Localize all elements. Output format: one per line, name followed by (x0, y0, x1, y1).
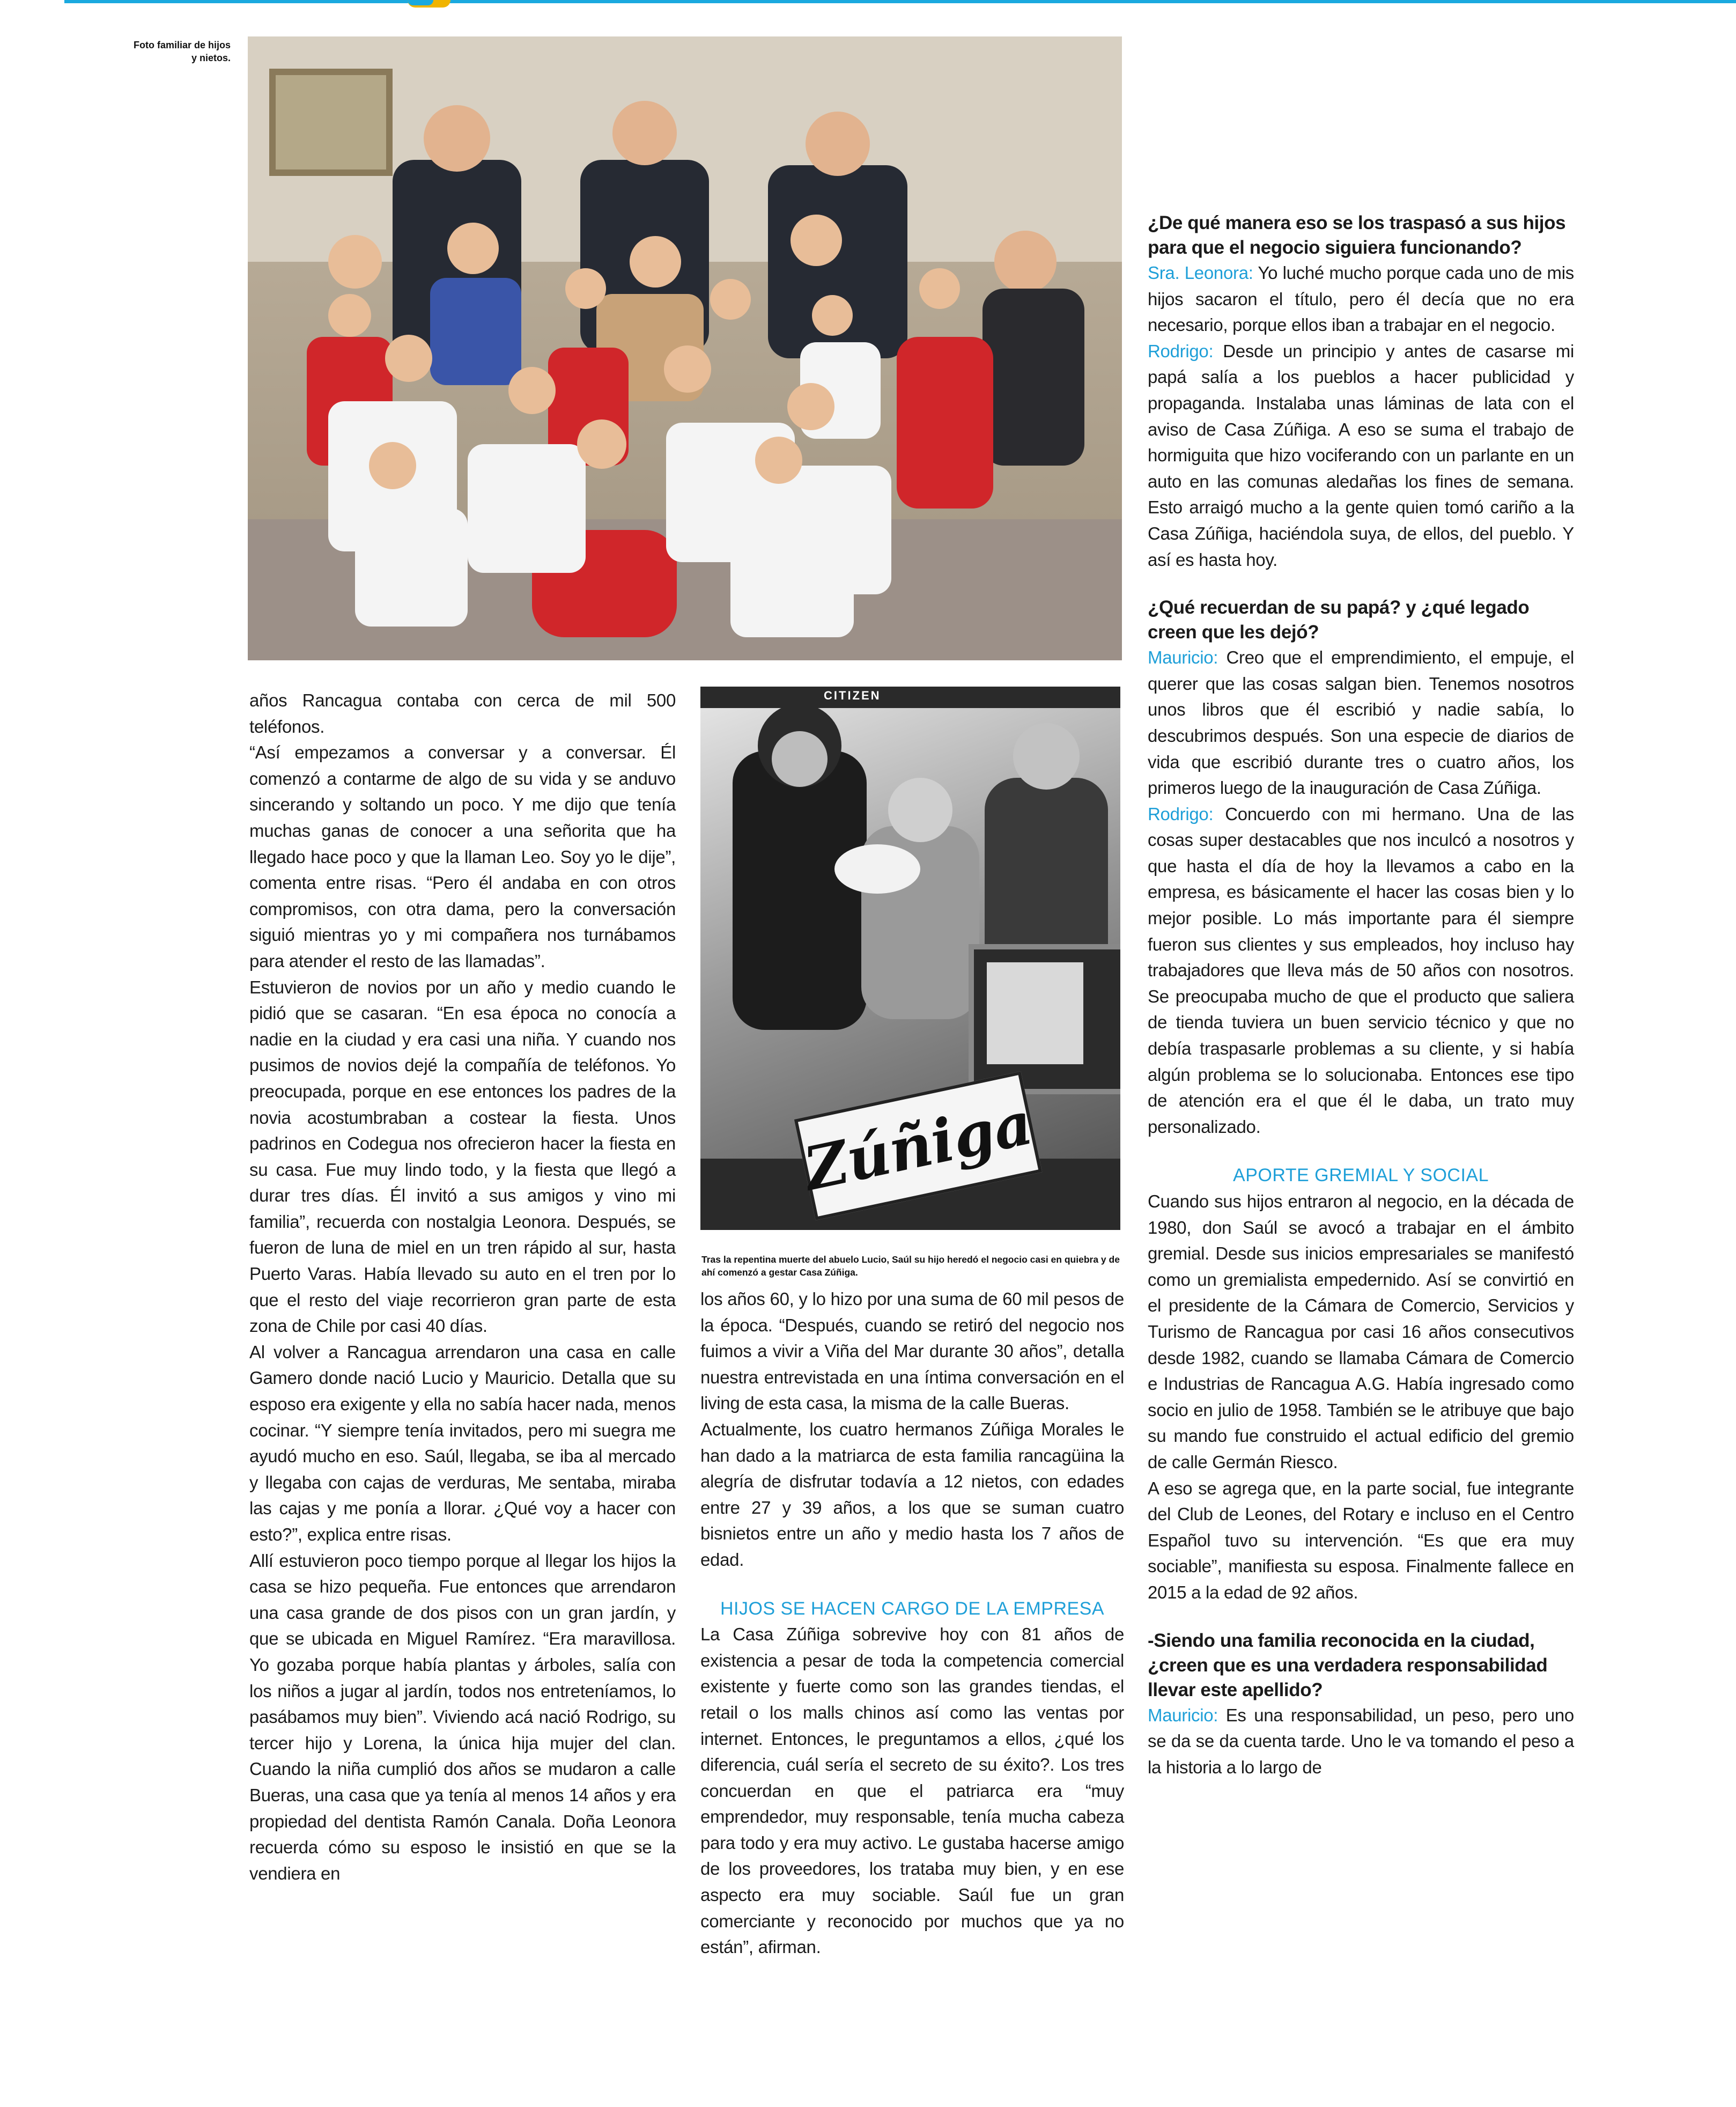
article-column-2 (700, 1286, 1124, 1961)
article-column-1 (249, 688, 676, 1887)
answer (1148, 338, 1574, 573)
spacer (1148, 1606, 1574, 1629)
top-accent-bar (64, 0, 1736, 3)
answer (1148, 801, 1574, 1140)
paragraph: años Rancagua contaba con cerca de mil 500 teléfonos. (249, 690, 676, 736)
paragraph: Actualmente, los cuatro hermanos Zúñiga Morales le han dado a la matriarca de esta familia rancagüina la alegría de disfrutar todavía a 12 nietos, con edades entre 27 y 39 años, a los que se suman cuatro bisnietos entre un año y medio hasta los 7 años de edad. (700, 1419, 1124, 1570)
paragraph: Cuando sus hijos entraron al negocio, en la década de 1980, don Saúl se avocó a trabajar en el ámbito gremial. Desde sus inicios empresariales se manifestó como un gremialista empedernido. Así se convirtió en el presidente de la Cámara de Comercio, Servicios y Turismo de Rancagua por casi 16 años consecutivos desde 1982, cuando se llamaba Cámara de Comercio e Industrias de Rancagua A.G. Había ingresado como socio en julio de 1958. También se le atribuye que bajo su mando fue construido el actual edificio del gremio de calle Germán Riesco. (1148, 1191, 1574, 1472)
television-set (969, 944, 1120, 1094)
section-heading: HIJOS SE HACEN CARGO DE LA EMPRESA (720, 1598, 1105, 1619)
speaker-label: Mauricio: (1148, 647, 1218, 668)
television-screen (987, 962, 1083, 1064)
answer (1148, 1703, 1574, 1781)
citizen-sign: CITIZEN (824, 689, 881, 702)
section-heading: APORTE GREMIAL Y SOCIAL (1233, 1165, 1489, 1186)
article-column-3 (1148, 211, 1574, 1780)
spacer (1148, 1140, 1574, 1162)
paragraph: los años 60, y lo hizo por una suma de 60 mil pesos de la época. “Después, cuando se retiró del negocio nos fuimos a vivir a Viña del Mar durante 30 años”, detalla nuestra entrevistada en una íntima conversación en el living de esta casa, la misma de la calle Bueras. (700, 1289, 1124, 1413)
interview-question: -Siendo una familia reconocida en la ciudad, ¿creen que es una verdadera responsabilidad llevar este apellido? (1148, 1630, 1548, 1700)
historical-photo (700, 687, 1120, 1230)
paragraph: La Casa Zúñiga sobrevive hoy con 81 años de existencia a pesar de toda la competencia comercial existente y fuerte como son las grandes tiendas, el retail o los malls chinos así como las ventas por internet. Entonces, le preguntamos a ellos, ¿qué los diferencia, cuál sería el secreto de su éxito?. Los tres concuerdan en que el patriarca era “muy emprendedor, muy responsable, tenía mucha cabeza para todo y era muy activo. Le gustaba hacerse amigo de los proveedores, los trataba muy bien, y en ese aspecto era muy sociable. Saúl fue un gran comerciante y reconocido por muchos que ya no están”, afirman. (700, 1624, 1124, 1957)
answer (1148, 645, 1574, 801)
speaker-label: Rodrigo: (1148, 804, 1214, 824)
paragraph: Al volver a Rancagua arrendaron una casa en calle Gamero donde nació Lucio y Mauricio. Detalla que su esposo era exigente y ella no sabía hacer nada, menos cocinar. “Y siempre tenía invitados, pero mi suegra me ayudó mucho en eso. Saúl, llegaba, se iba al mercado y llegaba con cajas de verduras, Me sentaba, miraba las cajas y me ponía a llorar. ¿Qué voy a hacer con esto?”, explica entre risas. (249, 1342, 676, 1544)
answer-text: Creo que el emprendimiento, el empuje, el querer que las cosas salgan bien. Tenemos nosotros unos libros que él escribió y nadie sabía, lo descubrimos después. Son una especie de diarios de vida que escribió durante tres o cuatro años, los primeros luego de la inauguración de Casa Zúñiga. (1148, 647, 1574, 798)
paragraph: “Así empezamos a conversar y a conversar. Él comenzó a contarme de algo de su vida y se anduvo sincerando y soltando un poco. Y me dijo que tenía muchas ganas de conocer a una señorita que ha llegado hace poco y que la llaman Leo. Soy yo le dije”, comenta entre risas. “Pero él andaba en con otros compromisos, con otra dama, pero la conversación siguió mientras yo y mi compañera nos turnábamos para atender el resto de las llamadas”. (249, 742, 676, 971)
spacer (700, 1573, 1124, 1596)
answer-text: Yo luché mucho porque cada uno de mis hijos sacaron el título, pero él decía que no era necesario, porque ellos iban a trabajar en el negocio. (1148, 263, 1574, 335)
family-photo-caption: Foto familiar de hijos y nietos. (133, 40, 231, 63)
answer-text: Es una responsabilidad, un peso, pero uno se da se da cuenta tarde. Uno le va tomando el peso a la historia a lo largo de (1148, 1705, 1574, 1777)
answer-text: Desde un principio y antes de casarse mi papá salía a los pueblos a hacer publicidad y propaganda. Instalaba unas láminas de lata con el aviso de Casa Zúñiga. A eso se suma el trabajo de hormiguita que hizo vociferando con un parlante en un auto en las comunas aledañas los fines de semana. Esto arraigó mucho a la gente quien tomó cariño a la Casa Zúñiga, haciéndola suya, de ellos, del pueblo. Y así es hasta hoy. (1148, 341, 1574, 570)
top-accent-mark-inner (408, 0, 433, 5)
family-photo (248, 36, 1122, 660)
answer (1148, 260, 1574, 338)
paragraph: Allí estuvieron poco tiempo porque al llegar los hijos la casa se hizo pequeña. Fue entonces que arrendaron una casa grande de dos pisos con un gran jardín, y que se ubicada en Miguel Ramírez. “Era maravillosa. Yo gozaba porque había plantas y árboles, salía con los niños a jugar al jardín, todos nos entreteníamos, lo pasábamos muy bien”. Viviendo acá nació Rodrigo, su tercer hijo y Lorena, la única hija mujer del clan. Cuando la niña cumplió dos años se mudaron a calle Bueras, una casa que ya tenía al menos 14 años y era propiedad del dentista Ramón Canala. Doña Leonora recuerda cómo su esposo le insistió en que se la vendiera en (249, 1550, 676, 1883)
speaker-label: Rodrigo: (1148, 341, 1214, 361)
spacer (1148, 573, 1574, 595)
interview-question: ¿Qué recuerdan de su papá? y ¿qué legado creen que les dejó? (1148, 597, 1530, 643)
paragraph: A eso se agrega que, en la parte social, fue integrante del Club de Leones, del Rotary e incluso en el Centro Español tuvo su intervención. “Es que era muy sociable”, manifiesta su esposa. Finalmente fallece en 2015 a la edad de 92 años. (1148, 1478, 1574, 1602)
historical-photo-caption: Tras la repentina muerte del abuelo Lucio, Saúl su hijo heredó el negocio casi en quiebra y de ahí comenzó a gestar Casa Zúñiga. (701, 1254, 1120, 1278)
interview-question: ¿De qué manera eso se los traspasó a sus hijos para que el negocio siguiera funcionando? (1148, 212, 1566, 258)
speaker-label: Sra. Leonora: (1148, 263, 1253, 283)
zuniga-sign-text: Zúñiga (798, 1088, 1038, 1204)
family-photo-illustration (248, 36, 1122, 660)
speaker-label: Mauricio: (1148, 1705, 1218, 1725)
paragraph: Estuvieron de novios por un año y medio cuando le pidió que se casaran. “En esa época no conocía a nadie en la ciudad y era casi una niña. Y cuando nos pusimos de novios dejé la compañía de teléfonos. Yo preocupada, porque en ese entonces los padres de la novia acostumbraban a costear la fiesta. Unos padrinos en Codegua nos ofrecieron hacer la fiesta en su casa. Fue muy lindo todo, y la fiesta que llegó a durar tres días. Él invitó a sus amigos y vino mi familia”, recuerda con nostalgia Leonora. Después, se fueron de luna de miel en un tren rápido al sur, hasta Puerto Varas. Había llevado su auto en el tren por lo que el resto del viaje recorrieron gran parte de esta zona de Chile por casi 40 días. (249, 977, 676, 1336)
answer-text: Concuerdo con mi hermano. Una de las cosas super destacables que nos inculcó a nosotros y que hasta el día de hoy la llevamos a cabo en la empresa, es básicamente el hacer las cosas bien y lo mejor posible. Lo más importante para él siempre fueron sus clientes y sus empleados, hoy incluso hay trabajadores que lleva más de 50 años con nosotros. Se preocupaba mucho de que el producto que saliera de tienda tuviera un buen servicio técnico y que no debía traspasarle problemas a su cliente, y si había algún problema se lo solucionaba. Entonces ese tipo de atención era el que él le daba, un trato muy personalizado. (1148, 804, 1574, 1137)
